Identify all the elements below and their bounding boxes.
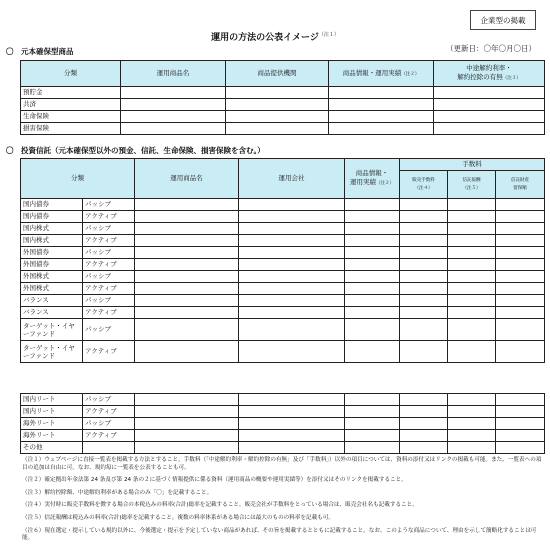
empty-cell: [226, 99, 329, 111]
empty-cell: [496, 307, 545, 319]
page-title: 運用の方法の公表イメージ$^{(注1)}$: [211, 32, 339, 43]
empty-cell: [329, 111, 434, 123]
empty-cell: [345, 199, 400, 211]
table-row: [21, 295, 545, 307]
row-asset-class: 海外リート: [21, 430, 83, 442]
table-row: [21, 430, 545, 442]
row-asset-class: 国内リート: [21, 394, 83, 406]
empty-cell: [496, 341, 545, 363]
empty-cell: [400, 247, 448, 259]
empty-cell: [239, 259, 345, 271]
row-style: アクティブ: [83, 283, 135, 295]
empty-cell: [239, 235, 345, 247]
header-fee: 手数料: [400, 159, 545, 171]
empty-cell: [400, 295, 448, 307]
empty-cell: [329, 99, 434, 111]
empty-cell: [496, 406, 545, 418]
empty-cell: [135, 341, 239, 363]
empty-cell: [345, 341, 400, 363]
row-asset-class: ターゲット・イヤーファンド: [21, 319, 83, 341]
investment-trust-table: [20, 158, 545, 363]
empty-cell: [448, 430, 496, 442]
empty-cell: [434, 111, 545, 123]
empty-cell: [496, 295, 545, 307]
header-product: 運用商品名: [121, 61, 226, 87]
row-category: 預貯金: [21, 87, 121, 99]
empty-cell: [121, 123, 226, 135]
empty-cell: [400, 211, 448, 223]
footnote: （注５）信託報酬は税込みの料率(合計)総率を記載すること。複数の料率体系がある場合には最大のものの料率を記載も可。: [22, 514, 335, 521]
empty-cell: [239, 247, 345, 259]
empty-cell: [496, 223, 545, 235]
empty-cell: [345, 223, 400, 235]
empty-cell: [345, 235, 400, 247]
empty-cell: [135, 319, 239, 341]
empty-cell: [400, 307, 448, 319]
empty-cell: [121, 87, 226, 99]
row-asset-class: バランス: [21, 307, 83, 319]
empty-cell: [135, 430, 239, 442]
empty-cell: [400, 418, 448, 430]
row-asset-class: 外国債券: [21, 247, 83, 259]
table-row: [21, 211, 545, 223]
table-row: [21, 99, 545, 111]
row-asset-class: バランス: [21, 295, 83, 307]
row-style: パッシブ: [83, 418, 135, 430]
row-style: アクティブ: [83, 307, 135, 319]
section2-heading: 〇 投資信託（元本確保型以外の預金、信託、生命保険、損害保険を含む。）: [6, 146, 265, 155]
empty-cell: [448, 211, 496, 223]
empty-cell: [121, 99, 226, 111]
empty-cell: [448, 319, 496, 341]
row-style: [83, 442, 135, 454]
empty-cell: [239, 394, 345, 406]
empty-cell: [400, 235, 448, 247]
empty-cell: [496, 430, 545, 442]
empty-cell: [496, 199, 545, 211]
table-row: [21, 319, 545, 341]
empty-cell: [496, 235, 545, 247]
empty-cell: [239, 418, 345, 430]
empty-cell: [434, 99, 545, 111]
table-row: [21, 271, 545, 283]
empty-cell: [448, 406, 496, 418]
empty-cell: [400, 283, 448, 295]
empty-cell: [496, 442, 545, 454]
empty-cell: [239, 223, 345, 235]
table-row: [21, 406, 545, 418]
empty-cell: [135, 271, 239, 283]
empty-cell: [400, 430, 448, 442]
empty-cell: [400, 394, 448, 406]
empty-cell: [345, 442, 400, 454]
empty-cell: [239, 442, 345, 454]
empty-cell: [496, 211, 545, 223]
company-type-stamp: 企業型の掲載: [470, 10, 536, 30]
empty-cell: [400, 406, 448, 418]
row-style: パッシブ: [83, 247, 135, 259]
empty-cell: [239, 341, 345, 363]
row-style: パッシブ: [83, 319, 135, 341]
empty-cell: [226, 111, 329, 123]
row-style: パッシブ: [83, 199, 135, 211]
table-row: [21, 341, 545, 363]
empty-cell: [448, 247, 496, 259]
empty-cell: [496, 283, 545, 295]
empty-cell: [448, 283, 496, 295]
empty-cell: [345, 418, 400, 430]
row-style: アクティブ: [83, 235, 135, 247]
empty-cell: [135, 394, 239, 406]
empty-cell: [496, 271, 545, 283]
header-info: 商品情報・運用実績（注２）: [329, 61, 434, 87]
row-asset-class: 国内リート: [21, 406, 83, 418]
empty-cell: [345, 283, 400, 295]
empty-cell: [345, 295, 400, 307]
row-asset-class: その他: [21, 442, 83, 454]
empty-cell: [135, 247, 239, 259]
footnote: （注３）解約控除額、中途解約利率がある場合のみ「〇」を記載すること。: [22, 489, 213, 496]
row-style: パッシブ: [83, 394, 135, 406]
row-style: アクティブ: [83, 211, 135, 223]
empty-cell: [135, 418, 239, 430]
header-category: 分類: [21, 61, 121, 87]
empty-cell: [135, 307, 239, 319]
row-style: パッシブ: [83, 271, 135, 283]
row-asset-class: 国内債券: [21, 211, 83, 223]
empty-cell: [239, 283, 345, 295]
empty-cell: [400, 319, 448, 341]
table-row: [21, 418, 545, 430]
empty-cell: [135, 223, 239, 235]
updated-date: （更新日：〇年〇月〇日）: [446, 44, 536, 53]
title-note: （注１）: [318, 32, 339, 38]
empty-cell: [448, 418, 496, 430]
row-style: パッシブ: [83, 223, 135, 235]
empty-cell: [135, 235, 239, 247]
table-row: [21, 199, 545, 211]
empty-cell: [434, 87, 545, 99]
row-style: アクティブ: [83, 430, 135, 442]
table-row: [21, 235, 545, 247]
row-style: パッシブ: [83, 295, 135, 307]
empty-cell: [226, 87, 329, 99]
header-provider: 商品提供機関: [226, 61, 329, 87]
empty-cell: [226, 123, 329, 135]
header-info: 商品情報・ 運用実績（注２）: [345, 159, 400, 199]
reit-table: [20, 393, 545, 454]
header-company: 運用会社: [239, 159, 345, 199]
table-row: [21, 442, 545, 454]
empty-cell: [239, 271, 345, 283]
empty-cell: [135, 295, 239, 307]
header-reserve: 信託財産 留保額: [496, 171, 545, 199]
empty-cell: [135, 406, 239, 418]
empty-cell: [345, 247, 400, 259]
row-asset-class: 海外リート: [21, 418, 83, 430]
header-penalty: 中途解約利率・ 解約控除の有無（注３）: [434, 61, 545, 87]
empty-cell: [239, 430, 345, 442]
section1-heading: 〇 元本確保型商品: [6, 47, 74, 56]
empty-cell: [345, 307, 400, 319]
empty-cell: [448, 295, 496, 307]
header-product: 運用商品名: [135, 159, 239, 199]
empty-cell: [448, 223, 496, 235]
footnote: （注６）現在選定・提示している規約以外に、今後選定・提示を予定していない商品があれば、その旨を掲載するとともに記載すること。なお、このような商品について、理由を示して簡略化することは可能。: [22, 527, 537, 542]
empty-cell: [496, 418, 545, 430]
empty-cell: [345, 319, 400, 341]
row-asset-class: 外国株式: [21, 283, 83, 295]
row-asset-class: 国内債券: [21, 199, 83, 211]
empty-cell: [400, 199, 448, 211]
empty-cell: [400, 223, 448, 235]
empty-cell: [345, 430, 400, 442]
empty-cell: [400, 259, 448, 271]
header-sales-fee: 販売手数料 （注４）: [400, 171, 448, 199]
table-row: [21, 223, 545, 235]
row-category: 生命保険: [21, 111, 121, 123]
table-row: [21, 394, 545, 406]
footnote: （注１）ウェブページに直接一覧表を掲載する方法とすること。手数料（「中途解約利率・解約控除の有無」及び「手数料」）以外の項目については、資料の添付又はリンクの掲載も可能。また、一覧表への項目の追加は自由に可。なお、規約毎に一覧表を公表することも可。: [22, 457, 542, 471]
table-row: [21, 123, 545, 135]
empty-cell: [239, 199, 345, 211]
footnotes: [22, 457, 542, 543]
empty-cell: [135, 283, 239, 295]
row-style: アクティブ: [83, 341, 135, 363]
empty-cell: [135, 211, 239, 223]
empty-cell: [400, 442, 448, 454]
row-style: アクティブ: [83, 259, 135, 271]
table-row: [21, 247, 545, 259]
empty-cell: [135, 442, 239, 454]
row-category: 共済: [21, 99, 121, 111]
table-row: [21, 283, 545, 295]
empty-cell: [400, 271, 448, 283]
empty-cell: [239, 307, 345, 319]
empty-cell: [448, 271, 496, 283]
table-row: [21, 87, 545, 99]
empty-cell: [121, 111, 226, 123]
empty-cell: [434, 123, 545, 135]
row-asset-class: 国内株式: [21, 235, 83, 247]
empty-cell: [239, 295, 345, 307]
empty-cell: [448, 394, 496, 406]
footnote: （注２）確定拠出年金法第 24 条及び第 24 条の２に基づく情報提供に係る資料（運用商品の概要や運用実績等）を添付又はそのリンクを掲載すること。: [22, 477, 407, 484]
empty-cell: [448, 199, 496, 211]
empty-cell: [345, 406, 400, 418]
empty-cell: [448, 442, 496, 454]
empty-cell: [345, 394, 400, 406]
row-asset-class: 外国株式: [21, 271, 83, 283]
empty-cell: [400, 341, 448, 363]
empty-cell: [135, 199, 239, 211]
empty-cell: [496, 259, 545, 271]
empty-cell: [448, 307, 496, 319]
empty-cell: [239, 406, 345, 418]
empty-cell: [239, 211, 345, 223]
table-row: [21, 111, 545, 123]
row-style: アクティブ: [83, 406, 135, 418]
empty-cell: [448, 235, 496, 247]
footnote: （注４）実付時に販売手数料を徴する場合の本税込みの料率(合計)総率を記載すること。販売会社が手数料をとっている場合は、販売会社名も記載すること。: [22, 502, 418, 509]
empty-cell: [496, 319, 545, 341]
empty-cell: [448, 259, 496, 271]
empty-cell: [448, 341, 496, 363]
header-category: 分類: [21, 159, 135, 199]
row-category: 損害保険: [21, 123, 121, 135]
empty-cell: [496, 394, 545, 406]
empty-cell: [135, 259, 239, 271]
table-row: [21, 259, 545, 271]
empty-cell: [345, 271, 400, 283]
empty-cell: [345, 211, 400, 223]
empty-cell: [345, 259, 400, 271]
row-asset-class: 国内株式: [21, 223, 83, 235]
row-asset-class: ターゲット・イヤーファンド: [21, 341, 83, 363]
empty-cell: [329, 87, 434, 99]
empty-cell: [239, 319, 345, 341]
row-asset-class: 外国債券: [21, 259, 83, 271]
principal-guaranteed-table: [20, 60, 545, 135]
table-row: [21, 307, 545, 319]
empty-cell: [329, 123, 434, 135]
header-trust-fee: 信託報酬 （注５）: [448, 171, 496, 199]
empty-cell: [496, 247, 545, 259]
